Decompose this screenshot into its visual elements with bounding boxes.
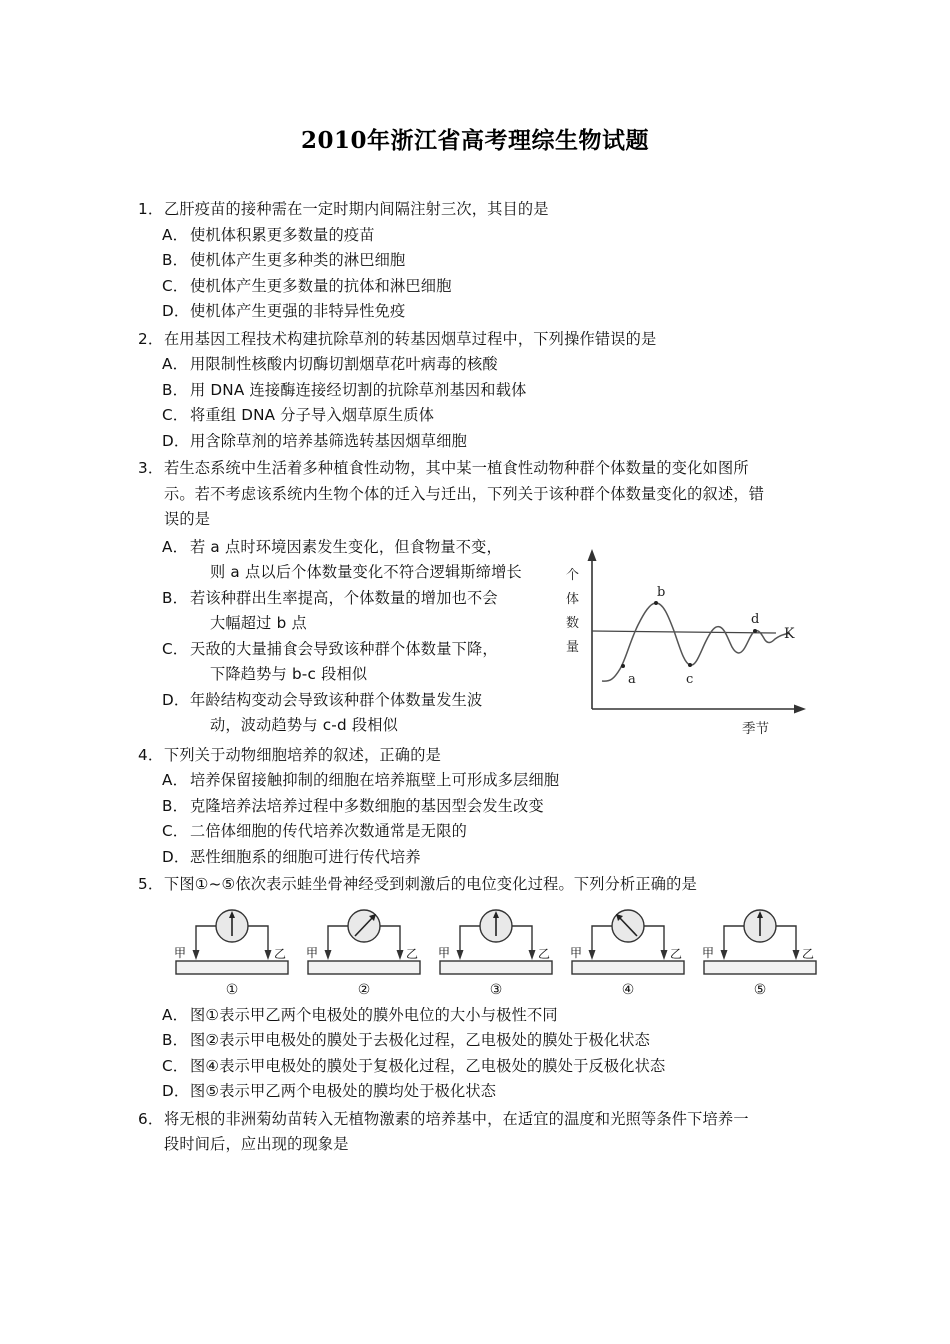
label-point-d: d	[751, 611, 760, 627]
question-6-stem-line-2: 段时间后，应出现的现象是	[164, 1135, 349, 1153]
question-1-option-c[interactable]	[138, 274, 828, 300]
nerve-bar	[572, 961, 684, 974]
question-4-stem	[138, 743, 828, 769]
question-4-option-b[interactable]	[138, 794, 828, 820]
option-text: 图⑤表示甲乙两个电极处的膜均处于极化状态	[190, 1082, 497, 1100]
option-letter: A．	[162, 1005, 188, 1024]
question-1	[138, 197, 828, 325]
question-4	[138, 743, 828, 871]
question-4-option-c[interactable]	[138, 819, 828, 845]
question-6-stem	[138, 1107, 828, 1158]
question-3-body	[138, 533, 828, 741]
right-electrode-arrow-icon	[529, 950, 536, 960]
data-point-a	[621, 664, 625, 668]
nerve-bar	[440, 961, 552, 974]
option-letter: D．	[162, 847, 190, 866]
data-point-c	[688, 663, 692, 667]
option-text: 使机体产生更多数量的抗体和淋巴细胞	[190, 276, 452, 295]
nerve-diagram-5	[694, 908, 826, 999]
nerve-diagram-2	[298, 908, 430, 999]
option-text: 培养保留接触抑制的细胞在培养瓶壁上可形成多层细胞	[190, 771, 560, 789]
option-text: 使机体积累更多数量的疫苗	[190, 225, 375, 244]
question-1-option-b[interactable]	[138, 248, 828, 274]
question-6-stem-line-1: 将无根的非洲菊幼苗转入无植物激素的培养基中，在适宜的温度和光照等条件下培养一	[164, 1109, 749, 1128]
nerve-diagram-5-svg	[694, 908, 826, 980]
label-point-b: b	[657, 584, 666, 600]
nerve-diagram-1-caption: ①	[225, 981, 239, 998]
population-growth-figure	[538, 533, 828, 741]
option-text-line-1: 天敌的大量捕食会导致该种群个体数量下降，	[190, 639, 498, 658]
data-point-d	[753, 629, 757, 633]
left-electrode-arrow-icon	[325, 950, 332, 960]
option-text-line-1: 若 a 点时环境因素发生变化，但食物量不变，	[190, 537, 502, 556]
question-4-stem-text: 下列关于动物细胞培养的叙述，正确的是	[164, 745, 441, 764]
question-3-option-c[interactable]	[138, 637, 538, 688]
label-point-c: c	[686, 671, 694, 687]
option-text-line-2: 大幅超过 b 点	[210, 614, 307, 632]
right-wire	[644, 926, 664, 952]
question-2-number: 2．	[138, 329, 164, 348]
question-1-number: 1．	[138, 200, 164, 218]
label-carrying-capacity-k: K	[784, 625, 795, 642]
question-2-option-d[interactable]	[138, 429, 828, 455]
left-wire	[328, 926, 348, 952]
question-6-number: 6．	[138, 1109, 164, 1128]
x-axis-arrow	[794, 704, 806, 713]
option-text: 克隆培养法培养过程中多数细胞的基因型会发生改变	[190, 796, 544, 815]
left-electrode-arrow-icon	[589, 950, 596, 960]
right-wire	[380, 926, 400, 952]
nerve-diagram-4-caption: ④	[621, 981, 635, 998]
option-text-line-2: 则 a 点以后个体数量变化不符合逻辑斯缔增长	[210, 563, 522, 581]
right-electrode-arrow-icon	[397, 950, 404, 960]
left-electrode-arrow-icon	[193, 950, 200, 960]
y-axis-label-char-1: 个	[566, 567, 580, 583]
right-electrode-arrow-icon	[265, 950, 272, 960]
right-electrode-label: 乙	[802, 946, 815, 961]
nerve-diagram-5-caption: ⑤	[753, 981, 767, 998]
option-text-line-1: 若该种群出生率提高，个体数量的增加也不会	[190, 588, 498, 607]
option-letter: D．	[162, 690, 190, 709]
question-5	[138, 872, 828, 1105]
question-3-stem-line-3: 误的是	[164, 510, 211, 528]
question-2	[138, 327, 828, 455]
question-3-options	[138, 533, 538, 739]
option-letter: C．	[162, 406, 189, 424]
y-axis-label-char-4: 量	[566, 639, 580, 655]
option-letter: B．	[162, 1031, 189, 1049]
question-2-stem	[138, 327, 828, 353]
question-1-option-a[interactable]	[138, 223, 828, 249]
option-letter: B．	[162, 796, 189, 815]
label-point-a: a	[628, 671, 636, 687]
data-point-b	[654, 601, 658, 605]
question-5-stem	[138, 872, 828, 898]
left-wire	[724, 926, 744, 952]
left-electrode-label: 甲	[702, 945, 715, 960]
option-letter: B．	[162, 380, 189, 399]
right-electrode-label: 乙	[538, 946, 551, 961]
option-text: 使机体产生更多种类的淋巴细胞	[190, 251, 406, 269]
left-electrode-arrow-icon	[721, 950, 728, 960]
right-wire	[248, 926, 268, 952]
left-wire	[196, 926, 216, 952]
left-electrode-label: 甲	[438, 945, 451, 960]
question-3-stem	[138, 456, 828, 533]
question-5-option-c[interactable]	[138, 1054, 828, 1080]
option-text: 恶性细胞系的细胞可进行传代培养	[190, 847, 421, 866]
right-wire	[776, 926, 796, 952]
left-electrode-arrow-icon	[457, 950, 464, 960]
question-5-option-a[interactable]	[138, 1003, 828, 1029]
question-5-option-d[interactable]	[138, 1079, 828, 1105]
nerve-bar	[308, 961, 420, 974]
question-5-number: 5．	[138, 875, 164, 893]
option-text: 二倍体细胞的传代培养次数通常是无限的	[190, 822, 467, 840]
question-4-option-a[interactable]	[138, 768, 828, 794]
carrying-capacity-line	[592, 631, 776, 633]
question-2-option-c[interactable]	[138, 403, 828, 429]
question-2-stem-text: 在用基因工程技术构建抗除草剂的转基因烟草过程中，下列操作错误的是	[164, 329, 657, 348]
question-2-option-b[interactable]	[138, 378, 828, 404]
y-axis-label-char-2: 体	[566, 591, 580, 607]
question-2-option-a[interactable]	[138, 352, 828, 378]
option-letter: A．	[162, 771, 188, 789]
right-electrode-label: 乙	[406, 946, 419, 961]
right-electrode-label: 乙	[274, 946, 287, 961]
option-letter: C．	[162, 276, 189, 295]
nerve-diagram-3	[430, 908, 562, 999]
left-wire	[460, 926, 480, 952]
left-electrode-label: 甲	[174, 945, 187, 960]
nerve-diagram-3-svg	[430, 908, 562, 980]
option-text: 用 DNA 连接酶连接经切割的抗除草剂基因和载体	[190, 380, 527, 399]
question-3-stem-line-2: 示。若不考虑该系统内生物个体的迁入与迁出，下列关于该种群个体数量变化的叙述，错	[164, 484, 765, 503]
page-title: 2010年浙江省高考理综生物试题	[300, 127, 649, 154]
population-curve-path	[602, 603, 790, 681]
option-letter: B．	[162, 588, 189, 607]
population-curve-chart	[544, 541, 824, 741]
questions-container	[0, 197, 950, 1158]
option-letter: B．	[162, 251, 189, 269]
question-1-option-d[interactable]	[138, 299, 828, 325]
option-letter: A．	[162, 537, 188, 556]
option-text: 用限制性核酸内切酶切割烟草花叶病毒的核酸	[190, 355, 498, 373]
option-text: 图④表示甲电极处的膜处于复极化过程，乙电极处的膜处于反极化状态	[190, 1056, 666, 1075]
question-5-stem-text: 下图①~⑤依次表示蛙坐骨神经受到刺激后的电位变化过程。下列分析正确的是	[164, 875, 697, 893]
nerve-bar	[704, 961, 816, 974]
question-3-option-d[interactable]	[138, 688, 538, 739]
x-axis-label: 季节	[742, 720, 769, 737]
option-text: 用含除草剂的培养基筛选转基因烟草细胞	[190, 431, 467, 450]
option-letter: D．	[162, 302, 190, 320]
nerve-diagram-3-caption: ③	[489, 981, 503, 998]
option-letter: C．	[162, 639, 189, 658]
question-6	[138, 1107, 828, 1158]
right-wire	[512, 926, 532, 952]
question-4-number: 4．	[138, 745, 164, 764]
option-letter: C．	[162, 822, 189, 840]
left-wire	[592, 926, 612, 952]
option-text: 图①表示甲乙两个电极处的膜外电位的大小与极性不同	[190, 1005, 558, 1024]
nerve-diagram-4	[562, 908, 694, 999]
question-1-stem-text: 乙肝疫苗的接种需在一定时期内间隔注射三次，其目的是	[164, 200, 549, 218]
nerve-potential-diagrams	[138, 908, 828, 999]
question-3-stem-line-1: 若生态系统中生活着多种植食性动物，其中某一植食性动物种群个体数量的变化如图所	[164, 459, 749, 477]
right-electrode-arrow-icon	[793, 950, 800, 960]
option-text: 使机体产生更强的非特异性免疫	[190, 302, 406, 320]
right-electrode-arrow-icon	[661, 950, 668, 960]
option-letter: A．	[162, 225, 188, 244]
option-text: 图②表示甲电极处的膜处于去极化过程，乙电极处的膜处于极化状态	[190, 1031, 651, 1049]
question-4-option-d[interactable]	[138, 845, 828, 871]
y-axis-arrow	[588, 549, 597, 561]
nerve-diagram-2-caption: ②	[357, 981, 371, 998]
nerve-diagram-1-svg	[166, 908, 298, 980]
nerve-diagram-2-svg	[298, 908, 430, 980]
question-1-stem	[138, 197, 828, 223]
question-3-option-a[interactable]	[138, 535, 538, 586]
option-letter: C．	[162, 1056, 189, 1075]
right-electrode-label: 乙	[670, 946, 683, 961]
question-3	[138, 456, 828, 741]
option-letter: D．	[162, 431, 190, 450]
option-text-line-1: 年龄结构变动会导致该种群个体数量发生波	[190, 690, 483, 709]
option-text-line-2: 动，波动趋势与 c-d 段相似	[210, 716, 399, 734]
nerve-diagram-1	[166, 908, 298, 999]
nerve-diagram-4-svg	[562, 908, 694, 980]
nerve-bar	[176, 961, 288, 974]
left-electrode-label: 甲	[306, 945, 319, 960]
left-electrode-label: 甲	[570, 945, 583, 960]
option-text-line-2: 下降趋势与 b-c 段相似	[210, 665, 368, 683]
question-5-option-b[interactable]	[138, 1028, 828, 1054]
option-letter: D．	[162, 1082, 190, 1100]
y-axis-label-char-3: 数	[566, 615, 580, 631]
question-3-number: 3．	[138, 459, 164, 477]
question-3-option-b[interactable]	[138, 586, 538, 637]
option-text: 将重组 DNA 分子导入烟草原生质体	[190, 406, 435, 424]
option-letter: A．	[162, 355, 188, 373]
